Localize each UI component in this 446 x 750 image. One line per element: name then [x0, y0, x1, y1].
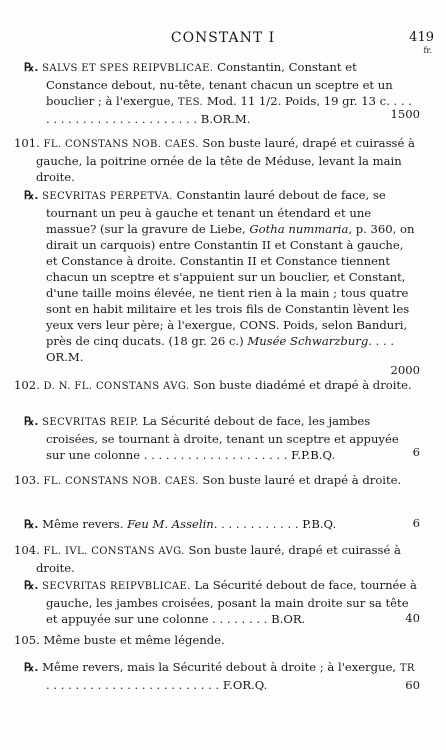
coin-legend: FL. IVL. CONSTANS AVG.: [43, 546, 185, 557]
coin-legend: SALVS ET SPES REIPVBLICAE.: [42, 63, 214, 74]
reverse-symbol: ℞.: [24, 414, 39, 428]
entry-number: 104.: [14, 543, 40, 557]
reverse-symbol: ℞.: [24, 188, 39, 202]
entry-text: Constantin, Constant et Constance debout, nu-tête, tenant chacun un sceptre et un bouclier ; à l'exergue,: [46, 60, 393, 108]
coin-legend: SECVRITAS PERPETVA.: [42, 191, 173, 202]
coin-entry: [14, 632, 418, 648]
entry-text: La Sécurité debout de face, tournée à gauche, les jambes croisées, posant la main droite sur sa tête et appuyée sur une colonne . . . . . . . . B.OR.: [46, 578, 417, 626]
entry-tail: Mod. 11 1/2. Poids, 19 gr. 13 c. . . . . . . . . . . . . . . . . . . . . . . . . B.OR.M.: [46, 94, 412, 126]
coin-legend: FL. CONSTANS NOB. CAES.: [43, 476, 199, 487]
collection-name: Musée Schwarzburg: [247, 334, 369, 348]
entry-text: Son buste lauré, drapé et cuirassé à gauche, la poitrine ornée de la tête de Méduse, levant la main droite.: [36, 136, 415, 184]
entry-text: Son buste lauré et drapé à droite.: [202, 473, 402, 487]
reverse-entry: [24, 59, 418, 127]
price: 40: [405, 611, 420, 625]
entry-tail: . . . . OR.M.: [46, 334, 395, 364]
exergue-mark: TES.: [177, 97, 204, 108]
entry-text: Son buste diadémé et drapé à droite.: [193, 378, 412, 392]
price: 2000: [390, 363, 420, 377]
exergue-mark: TR: [399, 663, 415, 674]
price: 1500: [390, 107, 420, 121]
coin-legend: FL. CONSTANS NOB. CAES.: [43, 139, 199, 150]
reverse-entry: [24, 577, 418, 627]
reverse-entry: [24, 187, 418, 365]
coin-entry: [14, 542, 418, 576]
coin-legend: D. N. FL. CONSTANS AVG.: [43, 381, 190, 392]
corner-note: fr.: [423, 46, 432, 55]
entry-number: 102.: [14, 378, 40, 392]
entry-text: Même revers.: [42, 517, 124, 531]
entry-number: 105.: [14, 633, 40, 647]
reverse-entry: [24, 413, 418, 463]
entry-text: Constantin lauré debout de face, se tournant un peu à gauche et tenant un étendard et une massue? (sur la gravure de Liebe,: [46, 188, 386, 236]
reverse-symbol: ℞.: [24, 578, 39, 592]
reverse-symbol: ℞.: [24, 60, 39, 74]
entry-text: Même revers, mais la Sécurité debout à droite ; à l'exergue,: [42, 660, 397, 674]
price: 6: [412, 445, 420, 459]
coin-legend: SECVRITAS REIP.: [42, 417, 139, 428]
entry-text-cont: p. 360, on dirait un carquois) entre Constantin II et Constant à gauche, et Constance à droite. Constantin II et Constance tiennent chacun un sceptre et s'appuient sur un bouclier, et Constant, d'une taille moins élevée, ne tient rien à la main ; tous quatre sont en habit militaire et les trois fils de Constantin lèvent les yeux vers leur père; à l'exergue, CONS. Poids, selon Banduri, près de cinq ducats. (18 gr. 26 c.): [46, 222, 415, 348]
reverse-symbol: ℞.: [24, 660, 39, 674]
entry-tail: . . . . . . . . . . . . P.B.Q.: [213, 517, 337, 531]
coin-entry: [14, 135, 418, 185]
price: 60: [405, 678, 420, 692]
coin-legend: SECVRITAS REIPVBLICAE.: [42, 581, 191, 592]
citation-title: Gotha nummaria,: [249, 222, 353, 236]
entry-number: 103.: [14, 473, 40, 487]
entry-text: Même buste et même légende.: [43, 633, 225, 647]
reverse-entry: [24, 659, 418, 693]
entry-tail: . . . . . . . . . . . . . . . . . . . . . . . . F.OR.Q.: [46, 678, 268, 692]
coin-entry: [14, 377, 418, 395]
price: 6: [412, 516, 420, 530]
coin-entry: [14, 472, 418, 490]
reverse-entry: [24, 516, 418, 532]
entry-text: Son buste lauré, drapé et cuirassé à droite.: [36, 543, 401, 575]
page-number: 419: [409, 30, 434, 45]
entry-number: 101.: [14, 136, 40, 150]
running-title: CONSTANT I: [170, 30, 276, 46]
reverse-symbol: ℞.: [24, 517, 39, 531]
entry-text: La Sécurité debout de face, les jambes croisées, se tournant à droite, tenant un sceptre et appuyée sur une colonne . . . . . . . . . . . . . . . . . . . . F.P.B.Q.: [46, 414, 399, 462]
collection-name: Feu M. Asselin: [127, 517, 214, 531]
